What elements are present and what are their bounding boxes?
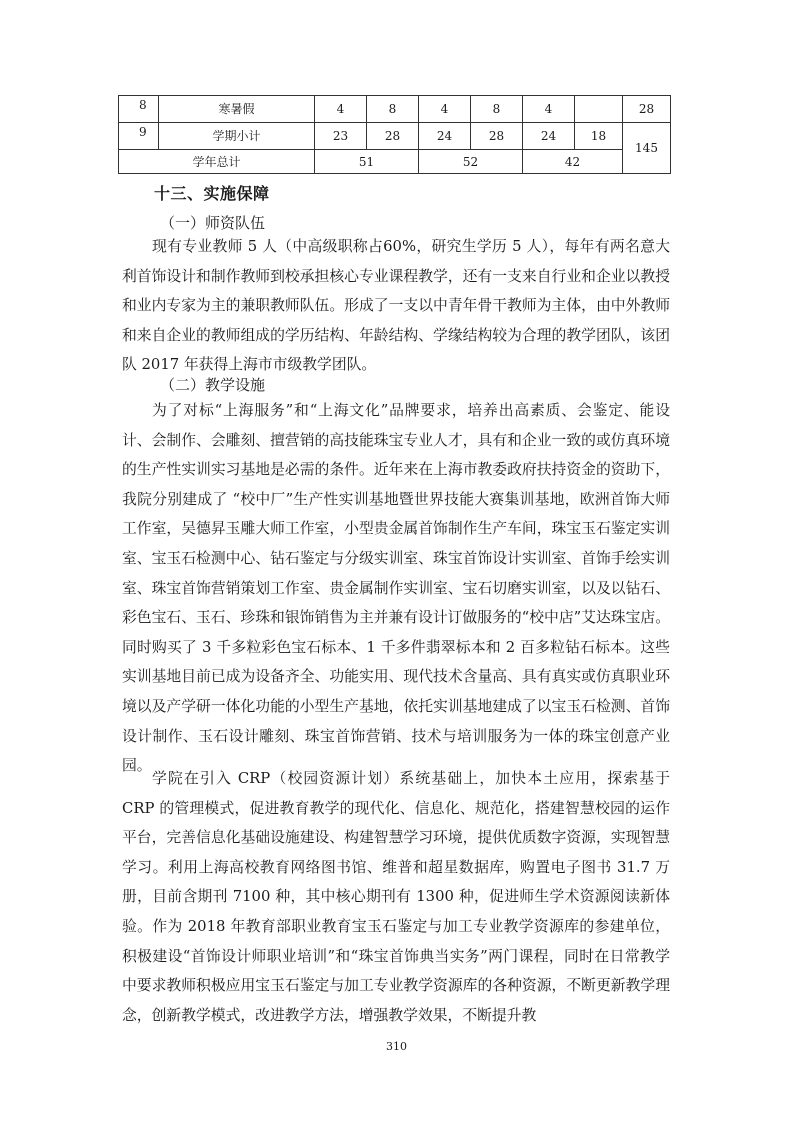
grand-total-cell: 145 <box>623 123 671 174</box>
paragraph: 现有专业教师 5 人（中高级职称占60%，研究生学历 5 人），每年有两名意大利首饰设计和制作教师到校承担核心专业课程教学，还有一支来自行业和企业以教授和业内专家为主的兼职教师队伍。形成了一支以中青年骨干教师为主体，由中外教师和来自企业的教师组成的学历结构、年龄结构、学缘结构较为合理的教学团队，该团队 2017 年获得上海市市级教学团队。 <box>122 238 670 374</box>
table-cell: 8 <box>471 96 523 123</box>
section-heading: 十三、实施保障 <box>154 184 270 203</box>
table-row <box>119 123 671 150</box>
table-cell: 28 <box>471 123 523 150</box>
total-label: 学年总计 <box>119 150 315 174</box>
subsection-heading: （二）教学设施 <box>160 376 266 394</box>
paragraph: 为了对标“上海服务”和“上海文化”品牌要求，培养出高素质、会鉴定、能设计、会制作、会雕刻、擅营销的高技能珠宝专业人才，具有和企业一致的或仿真环境的生产性实训实习基地是必需的条件。近年来在上海市教委政府扶持资金的资助下，我院分别建成了 “校中厂”生产性实训基地暨世界技能大赛集训基地，欧洲首饰大师工作室，吴德昇玉雕大师工作室，小型贵金属首饰制作生产车间，珠宝玉石鉴定实训室、宝玉石检测中心、钻石鉴定与分级实训室、珠宝首饰设计实训室、首饰手绘实训室、珠宝首饰营销策划工作室、贵金属制作实训室、宝石切磨实训室，以及以钻石、彩色宝石、玉石、珍珠和银饰销售为主并兼有设计订做服务的“校中店”艾达珠宝店。同时购买了 3 千多粒彩色宝石标本、1 千多件翡翠标本和 2 百多粒钻石标本。这些实训基地目前已成为设备齐全、功能实用、现代技术含量高、具有真实或仿真职业环境以及产学研一体化功能的小型生产基地，依托实训基地建成了以宝玉石检测、首饰设计制作、玉石设计雕刻、珠宝首饰营销、技术与培训服务为一体的珠宝创意产业园。 <box>122 402 670 775</box>
schedule-table <box>118 95 671 174</box>
year-total: 51 <box>315 150 419 174</box>
table-cell <box>575 96 623 123</box>
table-cell: 28 <box>367 123 419 150</box>
row-number: 9 <box>119 123 159 150</box>
table-cell: 23 <box>315 123 367 150</box>
table-cell: 4 <box>523 96 575 123</box>
table-cell: 28 <box>623 96 671 123</box>
row-number: 8 <box>119 96 159 123</box>
year-total: 52 <box>419 150 523 174</box>
page-number: 310 <box>386 1040 407 1053</box>
table-row <box>119 150 671 174</box>
table-cell: 8 <box>367 96 419 123</box>
table-cell: 18 <box>575 123 623 150</box>
row-label: 学期小计 <box>159 123 315 150</box>
row-label: 寒暑假 <box>159 96 315 123</box>
table-cell: 24 <box>419 123 471 150</box>
table-cell: 4 <box>315 96 367 123</box>
table-cell: 24 <box>523 123 575 150</box>
paragraph: 学院在引入 CRP（校园资源计划）系统基础上，加快本土应用，探索基于 CRP 的管理模式，促进教育教学的现代化、信息化、规范化，搭建智慧校园的运作平台，完善信息化基础设施建设、构建智慧学习环境，提供优质数字资源，实现智慧学习。利用上海高校教育网络图书馆、维普和超星数据库，购置电子图书 31.7 万册，目前含期刊 7100 种，其中核心期刊有 1300 种，促进师生学术资源阅读新体验。作为 2018 年教育部职业教育宝玉石鉴定与加工专业教学资源库的参建单位，积极建设“首饰设计师职业培训”和“珠宝首饰典当实务”两门课程，同时在日常教学中要求教师积极应用宝玉石鉴定与加工专业教学资源库的各种资源，不断更新教学理念，创新教学模式，改进教学方法，增强教学效果，不断提升教 <box>122 770 670 1024</box>
table-row <box>119 96 671 123</box>
subsection-heading: （一）师资队伍 <box>160 214 266 232</box>
year-total: 42 <box>523 150 623 174</box>
table-cell: 4 <box>419 96 471 123</box>
